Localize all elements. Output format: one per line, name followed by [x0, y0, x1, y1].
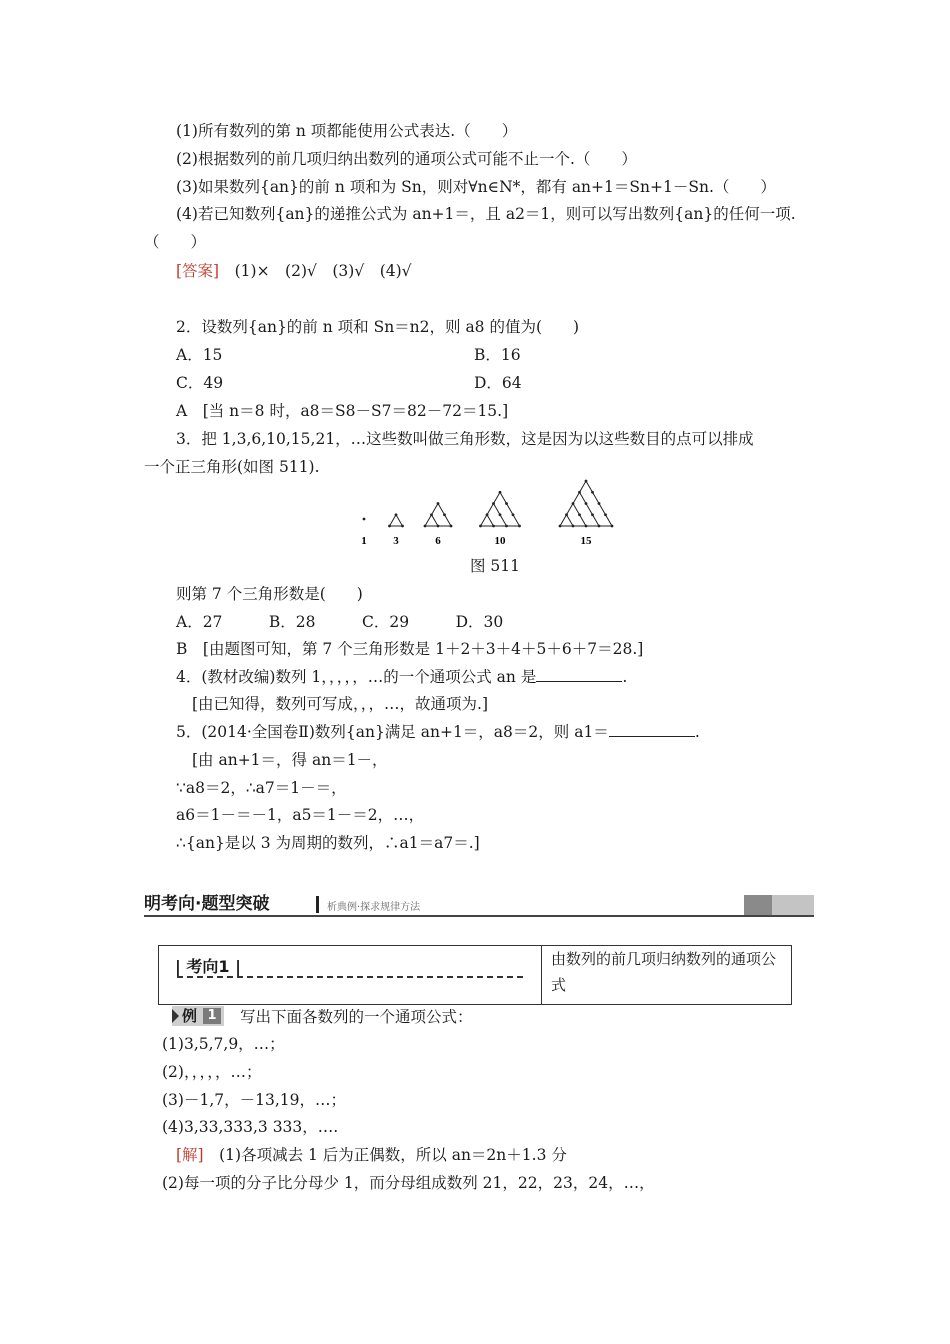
triangle-dot [486, 513, 489, 516]
q1-line-4b: （ ） [144, 233, 207, 251]
triangle-1 [361, 518, 367, 547]
triangle-dot [604, 513, 607, 516]
triangle-inner-line [487, 515, 494, 526]
triangle-15 [559, 480, 614, 547]
triangle-dot [572, 502, 575, 505]
triangle-dot [395, 513, 398, 516]
triangle-dot [499, 513, 502, 516]
triangle-dot [572, 525, 575, 528]
triangle-dot [430, 513, 433, 516]
single-dot [363, 518, 366, 521]
answer-3: B [由题图可知，第 7 个三角形数是 1＋2＋3＋4＋5＋6＋7＝28.] [176, 640, 644, 658]
triangle-dot [565, 513, 568, 516]
example-1-prompt: 写出下面各数列的一个通项公式： [240, 1008, 473, 1026]
triangle-6 [424, 502, 453, 547]
triangle-dot [585, 502, 588, 505]
triangle-dot [499, 491, 502, 494]
q1-line-4: (4)若已知数列{an}的递推公式为 an+1＝，且 a2＝1，则可以写出数列{an}的任何一项. [176, 205, 796, 223]
triangle-inner-line [580, 492, 600, 526]
triangle-dot [598, 502, 601, 505]
triangle-dot [492, 502, 495, 505]
solution-5-line-2: ∵a8＝2，∴a7＝1－＝， [176, 779, 347, 797]
solution-line-1 [176, 1144, 567, 1166]
solution-tag: [解] [176, 1146, 204, 1164]
triangle-label: 1 [361, 535, 367, 547]
triangle-dot [591, 513, 594, 516]
banner-subtitle: 析典例·探求规律方法 [327, 902, 421, 913]
answer-tag: [答案] [176, 262, 220, 280]
solution-5-line-3: a6＝1－＝－1，a5＝1－＝2，…， [176, 806, 425, 824]
example-arrow-icon [172, 1009, 179, 1023]
banner-title: 明考向·题型突破 [144, 894, 270, 914]
triangle-outline [481, 492, 520, 526]
triangle-dot [401, 525, 404, 528]
triangle-label: 6 [435, 535, 441, 547]
banner-separator [316, 896, 319, 913]
answer-4: [由已知得，数列可写成，，，…，故通项为.] [192, 695, 489, 713]
question-3-line-b: 一个正三角形(如图 511). [144, 458, 320, 476]
solution-5-line-1: [由 an+1＝，得 an＝1－， [192, 751, 388, 769]
q1-line-1: (1)所有数列的第 n 项都能使用公式表达.（ ） [176, 122, 518, 140]
question-5 [176, 721, 700, 743]
banner-gray-block-light [772, 895, 814, 915]
example-label-text: 例 [182, 1007, 198, 1025]
example-1-item-4: (4)3,33,333,3 333，…. [162, 1118, 339, 1136]
triangle-dot [578, 513, 581, 516]
triangle-dot [611, 525, 614, 528]
example-1-item-2: (2)，，，，，…； [162, 1063, 262, 1081]
answer-blank-4[interactable] [536, 667, 622, 682]
triangle-3 [388, 513, 404, 547]
example-label [172, 1006, 224, 1026]
triangle-label: 10 [494, 535, 506, 547]
triangle-dot [578, 491, 581, 494]
direction-box [158, 945, 792, 1005]
triangle-dot [388, 525, 391, 528]
triangle-dot [505, 525, 508, 528]
direction-label: | 考向1 | [175, 957, 241, 976]
direction-label-text: 考向1 [186, 957, 230, 976]
triangle-dot [591, 491, 594, 494]
triangle-outline [425, 503, 451, 526]
triangle-dot [512, 513, 515, 516]
direction-text: 由数列的前几项归纳数列的通项公式 [551, 950, 777, 994]
q1-line-2: (2)根据数列的前几项归纳出数列的通项公式可能不止一个.（ ） [176, 150, 637, 168]
q1-line-3: (3)如果数列{an}的前 n 项和为 Sn，则对∀n∈N*，都有 an+1＝Sn+1－Sn.（ ） [176, 178, 776, 196]
triangle-dot [559, 525, 562, 528]
triangle-inner-line [432, 515, 439, 526]
figure-caption: 图 511 [470, 557, 521, 575]
triangle-label: 15 [580, 535, 592, 547]
solution-line-2: (2)每一项的分子比分母少 1，而分母组成数列 21，22，23，24，…， [162, 1174, 655, 1192]
q2-option-C-49: C．49 [176, 374, 224, 392]
banner-gray-block-dark [744, 895, 772, 915]
answer-line-1 [176, 260, 412, 282]
question-5-text: 5．(2014·全国卷Ⅱ)数列{an}满足 an+1＝，a8＝2，则 a1＝ [176, 723, 609, 741]
triangle-dot [450, 525, 453, 528]
triangle-numbers-figure [354, 456, 634, 548]
example-1-item-1: (1)3,5,7,9，…； [162, 1035, 285, 1053]
question-3-line-c: 则第 7 个三角形数是( ) [176, 585, 363, 603]
triangle-dot [598, 525, 601, 528]
question-2: 2．设数列{an}的前 n 项和 Sn＝n2，则 a8 的值为( ) [176, 318, 580, 336]
question-3-line-a: 3．把 1,3,6,10,15,21，…这些数叫做三角形数，这是因为以这些数目的点可以排成 [176, 430, 754, 448]
question-5-end: . [694, 723, 700, 741]
q2-option-B-16: B．16 [474, 346, 521, 364]
triangle-dot [479, 525, 482, 528]
example-number: 1 [203, 1008, 221, 1024]
triangle-label: 3 [393, 535, 399, 547]
q2-option-D-64: D．64 [474, 374, 522, 392]
triangle-dot [518, 525, 521, 528]
answer-2: A [当 n＝8 时，a8＝S8－S7＝82－72＝15.] [176, 402, 509, 420]
solution-text-1: (1)各项减去 1 后为正偶数，所以 an＝2n＋1.3 分 [203, 1146, 567, 1164]
triangle-inner-line [567, 515, 574, 526]
triangle-dot [505, 502, 508, 505]
answer-text: (1)× (2)√ (3)√ (4)√ [219, 262, 412, 280]
direction-divider [541, 946, 542, 1004]
question-3-options: A．27 B．28 C．29 D．30 [176, 613, 504, 631]
direction-dashed-line [177, 976, 523, 978]
section-banner [144, 893, 814, 917]
example-1-item-3: (3)－1,7，－13,19，…； [162, 1091, 346, 1109]
triangle-dot [437, 525, 440, 528]
triangle-dot [424, 525, 427, 528]
triangle-dot [443, 513, 446, 516]
triangle-dot [585, 480, 588, 483]
banner-underline [144, 915, 814, 917]
triangle-10 [479, 491, 521, 547]
question-4-text: 4．(教材改编)数列 1，，，，，…的一个通项公式 an 是 [176, 668, 537, 686]
solution-5-line-4: ∴{an}是以 3 为周期的数列，∴a1＝a7＝.] [176, 834, 480, 852]
triangle-dot [492, 525, 495, 528]
q2-option-A-15: A．15 [176, 346, 223, 364]
triangle-dot [437, 502, 440, 505]
answer-blank-5[interactable] [609, 722, 695, 737]
question-4-end: . [622, 668, 628, 686]
question-4 [176, 666, 627, 688]
triangle-outline [390, 515, 403, 526]
triangle-dot [585, 525, 588, 528]
